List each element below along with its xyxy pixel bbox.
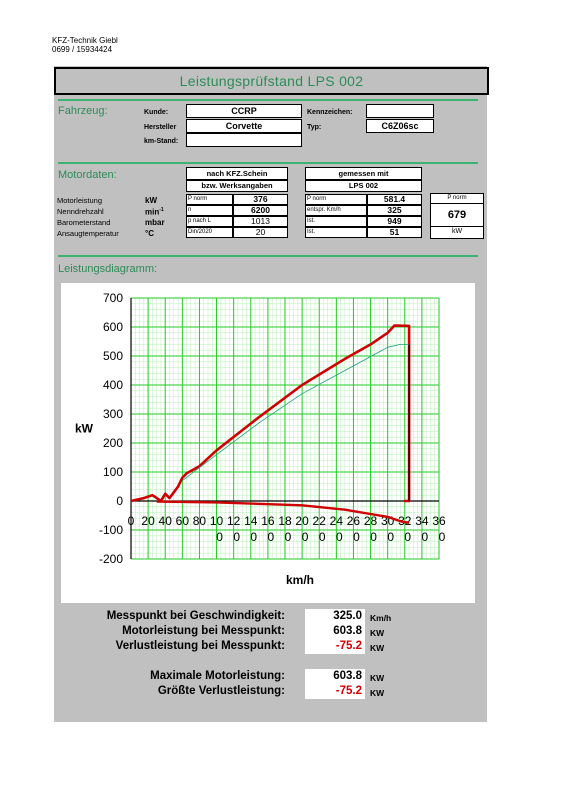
y-tick-label: 500 — [102, 349, 123, 363]
y-tick-label: 100 — [102, 465, 123, 479]
power-chart-svg — [61, 283, 475, 603]
y-tick-label: 400 — [102, 378, 123, 392]
x-tick-label-2: 0 — [301, 530, 309, 544]
row-cell-label: P norm — [305, 194, 367, 205]
x-tick-label: 18 — [278, 514, 292, 528]
fahrzeug-section-title: Fahrzeug: — [58, 105, 108, 117]
row-cell-label: p nach L — [186, 216, 233, 227]
lps-motorleistung-value: 581.4 — [367, 194, 422, 205]
company-phone: 0699 / 15934424 — [52, 45, 113, 54]
row-cell-label: Din/2020 — [186, 227, 233, 238]
y-tick-label: 600 — [102, 320, 123, 334]
series-line-0 — [131, 326, 409, 502]
row-unit-barometer: mbar — [145, 218, 165, 227]
row-label-ansaugtemperatur: Ansaugtemperatur — [57, 229, 119, 238]
x-tick-label-2: 0 — [216, 530, 223, 544]
messpunkt-value: 325.0 — [305, 609, 365, 624]
x-tick-label: 26 — [346, 514, 361, 528]
peak-power-unit: kW — [451, 228, 463, 235]
diagramm-rule — [58, 255, 478, 257]
x-tick-label: 30 — [380, 514, 395, 528]
verlust-value: -75.2 — [305, 639, 365, 654]
x-tick-label: 40 — [158, 514, 172, 528]
lps-header-1: gemessen mit — [305, 167, 422, 180]
x-tick-label-2: 0 — [250, 530, 258, 544]
kunde-label: Kunde: — [144, 109, 169, 116]
lps-barometer-value: 949 — [367, 216, 422, 227]
peak-power-box — [430, 193, 484, 239]
werks-temperatur-value: 20 — [233, 227, 288, 238]
kennzeichen-field[interactable] — [366, 104, 434, 118]
x-tick-label: 60 — [175, 514, 190, 528]
x-tick-label-2: 0 — [353, 530, 360, 544]
lps-temperatur-value: 51 — [367, 227, 422, 238]
row-cell-label: Ist. — [305, 216, 367, 227]
row-label-motorleistung: Motorleistung — [57, 196, 103, 205]
werks-barometer-value: 1013 — [233, 216, 288, 227]
x-tick-label: 22 — [312, 514, 326, 528]
row-cell-label: entspr. Km/h — [305, 205, 367, 216]
x-tick-label: 0 — [127, 514, 135, 528]
x-tick-label: 10 — [209, 514, 224, 528]
motordaten-rule — [58, 162, 478, 164]
messpunkt-label: Messpunkt bei Geschwindigkeit: — [106, 610, 285, 622]
x-tick-label-2: 0 — [267, 530, 275, 544]
x-tick-label-2: 0 — [404, 530, 412, 544]
x-tick-label-2: 0 — [284, 530, 292, 544]
x-tick-label: 20 — [141, 514, 155, 528]
y-tick-label: -200 — [98, 552, 123, 566]
y-tick-label: -100 — [98, 523, 123, 537]
groesste-value: -75.2 — [305, 684, 365, 699]
x-tick-label: 28 — [363, 514, 378, 528]
x-tick-label: 14 — [244, 514, 258, 528]
peak-power-value: 679 — [431, 204, 483, 227]
motorleistung-value: 603.8 — [305, 624, 365, 639]
x-tick-label-2: 0 — [370, 530, 377, 544]
x-tick-label-2: 0 — [387, 530, 395, 544]
power-chart — [61, 283, 475, 603]
max-label: Maximale Motorleistung: — [150, 670, 285, 682]
row-label-barometer: Barometerstand — [57, 218, 111, 227]
verlust-label: Verlustleistung bei Messpunkt: — [115, 640, 285, 652]
row-unit-ansaugtemperatur: °C — [145, 229, 154, 238]
x-tick-label: 34 — [415, 514, 429, 528]
y-axis-label: kW — [75, 421, 93, 436]
x-tick-label-2: 0 — [318, 530, 326, 544]
werks-nenndrehzahl-value: 6200 — [233, 205, 288, 216]
peak-power-label: P norm — [431, 194, 483, 204]
lps-kmh-value: 325 — [367, 205, 422, 216]
x-tick-label: 20 — [295, 514, 309, 528]
x-axis-label: km/h — [285, 573, 315, 587]
x-tick-label-2: 0 — [421, 530, 429, 544]
messpunkt-unit: Km/h — [370, 613, 392, 623]
werks-header-2: bzw. Werksangaben — [186, 180, 288, 192]
y-tick-label: 300 — [102, 407, 123, 421]
report-title: Leistungsprüfstand LPS 002 — [54, 67, 489, 95]
motorleistung-label: Motorleistung bei Messpunkt: — [122, 625, 285, 637]
typ-label: Typ: — [307, 124, 322, 131]
werks-motorleistung-value: 376 — [233, 194, 288, 205]
max-unit: KW — [370, 673, 385, 683]
hersteller-label: Hersteller — [144, 124, 177, 131]
diagramm-section-title: Leistungsdiagramm: — [58, 263, 158, 275]
verlust-unit: KW — [370, 643, 385, 653]
y-tick-label: 200 — [102, 436, 123, 450]
lps-header-2: LPS 002 — [305, 180, 422, 192]
groesste-unit: KW — [370, 688, 385, 698]
x-tick-label: 24 — [329, 514, 344, 528]
row-cell-label: Ist. — [305, 227, 367, 238]
fahrzeug-rule — [58, 99, 478, 101]
max-value: 603.8 — [305, 669, 365, 684]
x-tick-label: 12 — [226, 514, 241, 528]
hersteller-field[interactable]: Corvette — [186, 119, 302, 133]
groesste-label: Größte Verlustleistung: — [157, 685, 285, 697]
x-tick-label: 32 — [398, 514, 412, 528]
kunde-field[interactable]: CCRP — [186, 104, 302, 118]
x-tick-label: 16 — [261, 514, 275, 528]
row-cell-label: n — [186, 205, 233, 216]
y-tick-label: 0 — [116, 494, 123, 508]
y-tick-label: 700 — [102, 291, 123, 305]
row-unit-nenndrehzahl: $\min^{-1}$ — [145, 207, 164, 217]
x-tick-label-2: 0 — [233, 530, 241, 544]
typ-field[interactable]: C6Z06sc — [366, 119, 434, 133]
row-cell-label: P norm — [186, 194, 233, 205]
row-unit-motorleistung: kW — [145, 196, 157, 205]
kmstand-field[interactable] — [186, 133, 302, 147]
x-tick-label-2: 0 — [335, 530, 343, 544]
company-name: KFZ-Technik Giebl — [52, 36, 118, 45]
x-tick-label-2: 0 — [438, 530, 446, 544]
motordaten-section-title: Motordaten: — [58, 169, 117, 181]
x-tick-label: 36 — [432, 514, 446, 528]
kmstand-label: km-Stand: — [144, 138, 179, 145]
row-unit-sup: -1 — [159, 207, 164, 213]
row-label-nenndrehzahl: Nenndrehzahl — [57, 207, 104, 216]
werks-header-1: nach KFZ.Schein — [186, 167, 288, 180]
x-tick-label: 80 — [192, 514, 207, 528]
kennzeichen-label: Kennzeichen: — [307, 109, 353, 116]
motorleistung-unit: KW — [370, 628, 385, 638]
